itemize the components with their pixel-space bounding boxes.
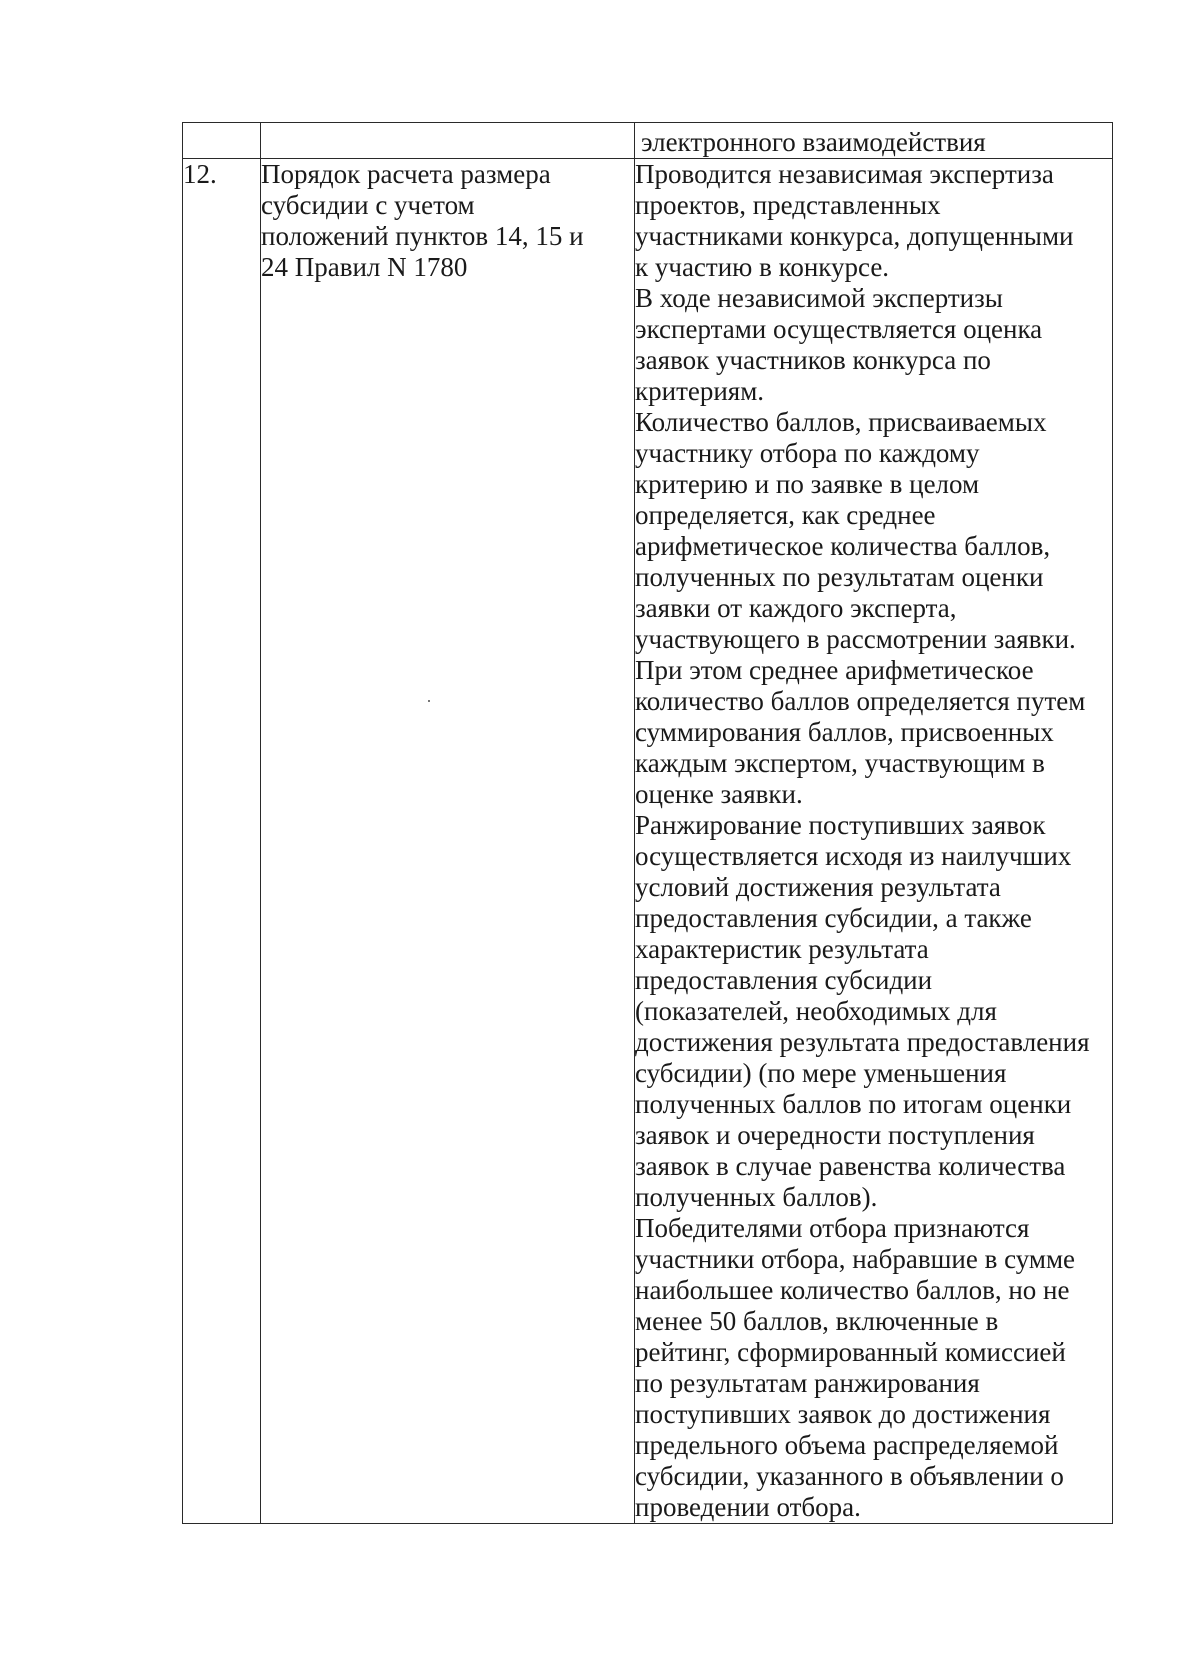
description-line: оценке заявки. <box>635 779 803 809</box>
description-line: условий достижения результата <box>635 872 1001 902</box>
name-line: субсидии с учетом <box>261 190 475 220</box>
description-line: осуществляется исходя из наилучших <box>635 841 1072 871</box>
row-number: 12. <box>183 159 217 189</box>
description-line: суммирования баллов, присвоенных <box>635 717 1054 747</box>
row-description <box>635 159 1112 1523</box>
description-line: участнику отбора по каждому <box>635 438 980 468</box>
description-line: проектов, представленных <box>635 190 941 220</box>
description-line: критериям. <box>635 376 765 406</box>
description-line: Проводится независимая экспертиза <box>635 159 1054 189</box>
description-line: определяется, как среднее <box>635 500 936 530</box>
description-line: заявок участников конкурса по <box>635 345 991 375</box>
description-line: характеристик результата <box>635 934 929 964</box>
description-line: критерию и по заявке в целом <box>635 469 980 499</box>
description-line: Ранжирование поступивших заявок <box>635 810 1046 840</box>
description-line: Количество баллов, присваиваемых <box>635 407 1047 437</box>
description-line: предоставления субсидии <box>635 965 933 995</box>
name-line: 24 Правил N 1780 <box>261 252 468 282</box>
description-line: арифметическое количества баллов, <box>635 531 1051 561</box>
row-number-cell <box>183 159 261 1524</box>
description-line: полученных по результатам оценки <box>635 562 1044 592</box>
description-line: Победителями отбора признаются <box>635 1213 1030 1243</box>
description-line: При этом среднее арифметическое <box>635 655 1034 685</box>
name-line: положений пунктов 14, 15 и <box>261 221 584 251</box>
description-line: участвующего в рассмотрении заявки. <box>635 624 1076 654</box>
description-line: субсидии) (по мере уменьшения <box>635 1058 1007 1088</box>
description-line: проведении отбора. <box>635 1492 861 1522</box>
description-line: поступивших заявок до достижения <box>635 1399 1051 1429</box>
description-line: по результатам ранжирования <box>635 1368 980 1398</box>
description-line: участники отбора, набравшие в сумме <box>635 1244 1076 1274</box>
description-line: заявок в случае равенства количества <box>635 1151 1066 1181</box>
description-line: менее 50 баллов, включенные в <box>635 1306 999 1336</box>
scan-speck <box>428 700 430 702</box>
description-line: (показателей, необходимых для <box>635 996 997 1026</box>
description-line: полученных баллов). <box>635 1182 878 1212</box>
table-row <box>183 159 1113 1524</box>
description-line: экспертами осуществляется оценка <box>635 314 1043 344</box>
description-line: к участию в конкурсе. <box>635 252 890 282</box>
name-line: Порядок расчета размера <box>261 159 551 189</box>
description-line: достижения результата предоставления <box>635 1027 1090 1057</box>
continuation-name-cell <box>261 123 635 159</box>
description-line: наибольшее количество баллов, но не <box>635 1275 1070 1305</box>
description-line: субсидии, указанного в объявлении о <box>635 1461 1064 1491</box>
row-name <box>261 159 634 283</box>
description-line: рейтинг, сформированный комиссией <box>635 1337 1066 1367</box>
description-line: В ходе независимой экспертизы <box>635 283 1003 313</box>
description-line: предельного объема распределяемой <box>635 1430 1059 1460</box>
row-description-cell <box>635 159 1113 1524</box>
continuation-row <box>183 123 1113 159</box>
description-line: каждым экспертом, участвующим в <box>635 748 1045 778</box>
continuation-number-cell <box>183 123 261 159</box>
description-line: предоставления субсидии, а также <box>635 903 1032 933</box>
regulation-table <box>182 122 1113 1524</box>
description-line: заявок и очередности поступления <box>635 1120 1035 1150</box>
continuation-text-cell <box>635 123 1113 159</box>
description-line: участниками конкурса, допущенными <box>635 221 1074 251</box>
description-line: количество баллов определяется путем <box>635 686 1086 716</box>
description-line: полученных баллов по итогам оценки <box>635 1089 1072 1119</box>
row-name-cell <box>261 159 635 1524</box>
continuation-text: электронного взаимодействия <box>641 127 986 157</box>
description-line: заявки от каждого эксперта, <box>635 593 957 623</box>
